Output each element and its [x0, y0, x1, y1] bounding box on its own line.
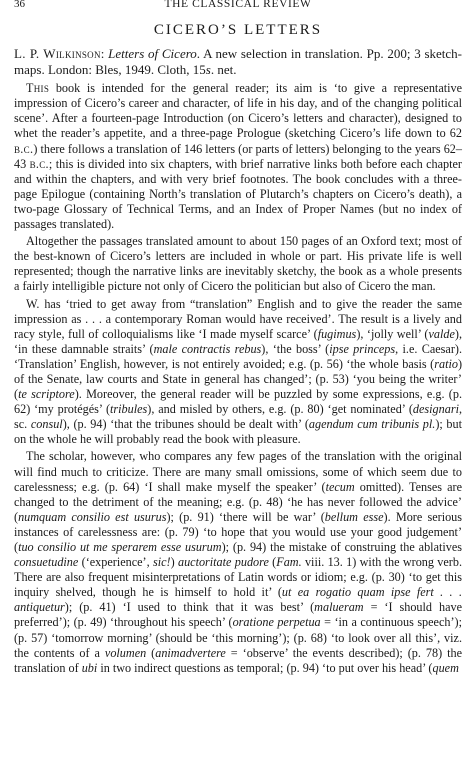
text-run: ), and misled by others, e.g. (p. 80) ‘get nominated’ (: [147, 402, 413, 417]
text-run: = ‘observe’ the events described); (p. 78) the translation of: [14, 645, 462, 675]
small-caps-run: L. P. Wilkinson: [14, 46, 101, 61]
text-run: book is intended for the general reader; its aim is ‘to give a representative impression of Cicero’s career and character, of life in his day, and of the changing political scene’. After a fourteen-page Introduction (on Cicero’s letters and character), designed to whet the reader’s appetite, and a three-page Prologue (sketching Cicero’s life down to 62: [14, 81, 462, 141]
italic-run: agendum cum tribunis pl.: [308, 417, 436, 432]
text-run: , i.e. Caesar). ‘Translation’ English, however, is not entirely avoided; e.g. (p. 56) ‘the whole basis (: [14, 341, 463, 371]
text-run: ): [170, 555, 178, 570]
italic-run: sic!: [152, 555, 171, 570]
italic-run: oratione perpetua: [232, 615, 321, 630]
italic-run: consul: [30, 417, 63, 432]
text-run: ). Moreover, the general reader will be puzzled by some expressions, e.g. (p. 62) ‘my protégés’ (: [14, 387, 462, 417]
italic-run: numquam consilio est usurus: [18, 509, 167, 524]
text-run: ), ‘in these damnable straits’ (: [14, 326, 462, 356]
text-run: :: [100, 46, 109, 61]
italic-run: fugimus: [317, 326, 357, 341]
text-run: (: [146, 645, 156, 660]
text-run: ), (p. 94) ‘that the tribunes should be dealt with’ (: [62, 417, 309, 432]
text-run: in two indirect questions as temporal; (p. 94) ‘to put over his head’ (: [97, 660, 433, 675]
page-number: 36: [14, 0, 25, 10]
text-run: . A new selection in translation. Pp. 200; 3 sketch-maps. London: Bles, 1949. Cloth, 15: [14, 46, 463, 77]
text-run: ); (p. 41) ‘I used to think that it was best’ (: [64, 600, 315, 615]
italic-run: Fam.: [276, 555, 302, 570]
paragraph: [14, 449, 462, 675]
small-caps-run: b.c.: [29, 156, 49, 171]
text-run: omitted). Tenses are changed to the detriment of the meaning; e.g. (p. 48) ‘he has never followed the advice’ (: [14, 479, 462, 524]
italic-run: auctoritate pudore: [177, 555, 269, 570]
italic-run: quem: [432, 660, 459, 675]
article-title: CICERO’S LETTERS: [153, 22, 323, 38]
text-run: W. has ‘tried to get away from “translation” English and to give the reader the same impression as . . . a contemporary Roman would have received’. The result is a lively and racy style, full of colloquialisms like ‘I made myself scarce’ (: [14, 296, 462, 341]
text-run: ); but on the whole he will probably read the book with pleasure.: [14, 417, 462, 447]
italic-run: tecum: [325, 479, 355, 494]
small-caps-run: This: [26, 81, 50, 96]
italic-run: ipse princeps: [329, 341, 396, 356]
page: [14, 0, 462, 676]
paragraph: [14, 297, 462, 448]
text-run: viii. 13. 1) with the wrong verb. There are also frequent misinterpretations of Latin words or idiom; e.g. (p. 30) ‘to get this inquiry shelved, though he is himself to hold it’ (: [14, 555, 463, 600]
text-run: ), ‘the boss’ (: [261, 341, 330, 356]
italic-run: te scriptore: [18, 387, 75, 402]
text-run: . net.: [210, 61, 237, 77]
text-run: ) of the Senate, law courts and State in general has changed’; (p. 53) ‘you being the writer’ (: [14, 356, 462, 402]
italic-run: tuo consilio ut me sperarem esse usurum: [18, 540, 222, 554]
italic-run: animadvertere: [155, 645, 226, 660]
italic-run: ubi: [81, 660, 98, 675]
text-run: ) there follows a translation of 146 letters (or parts of letters) belonging to the years 62–43: [14, 141, 462, 171]
text-run: Altogether the passages translated amount to about 150 pages of an Oxford text; most of the best-known of Cicero’s letters are included in whole or part. His private life is well represented; though the narrative links are inevitably sketchy, the book as a whole presents a fairly intelligible picture not only of Cicero the politician but also of Cicero the man.: [14, 234, 462, 294]
italic-run: Letters of Cicero: [108, 46, 197, 61]
italic-run: valde: [428, 326, 455, 341]
text-run: ), ‘jolly well’ (: [356, 326, 429, 341]
italic-run: male contractis rebus: [153, 341, 262, 356]
italic-run: ut ea rogatio quam ipse fert . . . antiquetur: [14, 585, 463, 615]
text-run: , sc.: [14, 402, 462, 432]
text-run: = ‘I should have preferred’); (p. 49) ‘throughout his speech’ (: [14, 600, 462, 630]
italic-run: volumen: [104, 645, 147, 660]
book-citation: [14, 46, 462, 77]
italic-run: ratio: [434, 356, 458, 371]
italic-run: tribules: [110, 402, 148, 417]
text-run: (‘experience’,: [78, 555, 153, 570]
italic-run: consuetudine: [14, 555, 79, 570]
paragraph: [14, 234, 462, 294]
italic-run: malueram: [314, 600, 364, 615]
text-run: ; this is divided into six chapters, with brief narrative links both before each chapter and within the chapters, and with very brief footnotes. The book concludes with a three-page Epilogue (containing North’s translation of Plutarch’s chapters on Cicero’s death), a two-page Glossary of Technical Terms, and an Index of Proper Names (but no index of passages translated).: [14, 156, 462, 232]
text-run: = ‘in a continuous speech’); (p. 57) ‘tomorrow morning’ (should be ‘this morning’); (p. 68) ‘to look over all this’, viz. the contents of a: [14, 615, 462, 660]
text-run: ); (p. 91) ‘there will be war’ (: [166, 509, 325, 524]
text-run: (: [268, 555, 277, 570]
italic-run: bellum esse: [324, 509, 384, 524]
review-body: [14, 81, 462, 676]
italic-run: designari: [412, 402, 459, 417]
text-run: The scholar, however, who compares any few pages of the translation with the original will find much to criticize. There are many small omissions, some of which seem due to carelessness; e.g. (p. 64) ‘I shall make myself the speaker’ (: [14, 449, 462, 494]
text-run: ). More serious instances of carelessness are: (p. 79) ‘to hope that you would use your good judgement’ (: [14, 509, 463, 554]
journal-title: THE CLASSICAL REVIEW: [164, 0, 312, 10]
small-caps-run: b.c.: [14, 141, 34, 156]
italic-run: s: [205, 61, 211, 77]
text-run: ); (p. 94) the mistake of construing the ablatives: [221, 540, 462, 554]
running-head: [14, 0, 462, 16]
paragraph: [14, 81, 462, 232]
